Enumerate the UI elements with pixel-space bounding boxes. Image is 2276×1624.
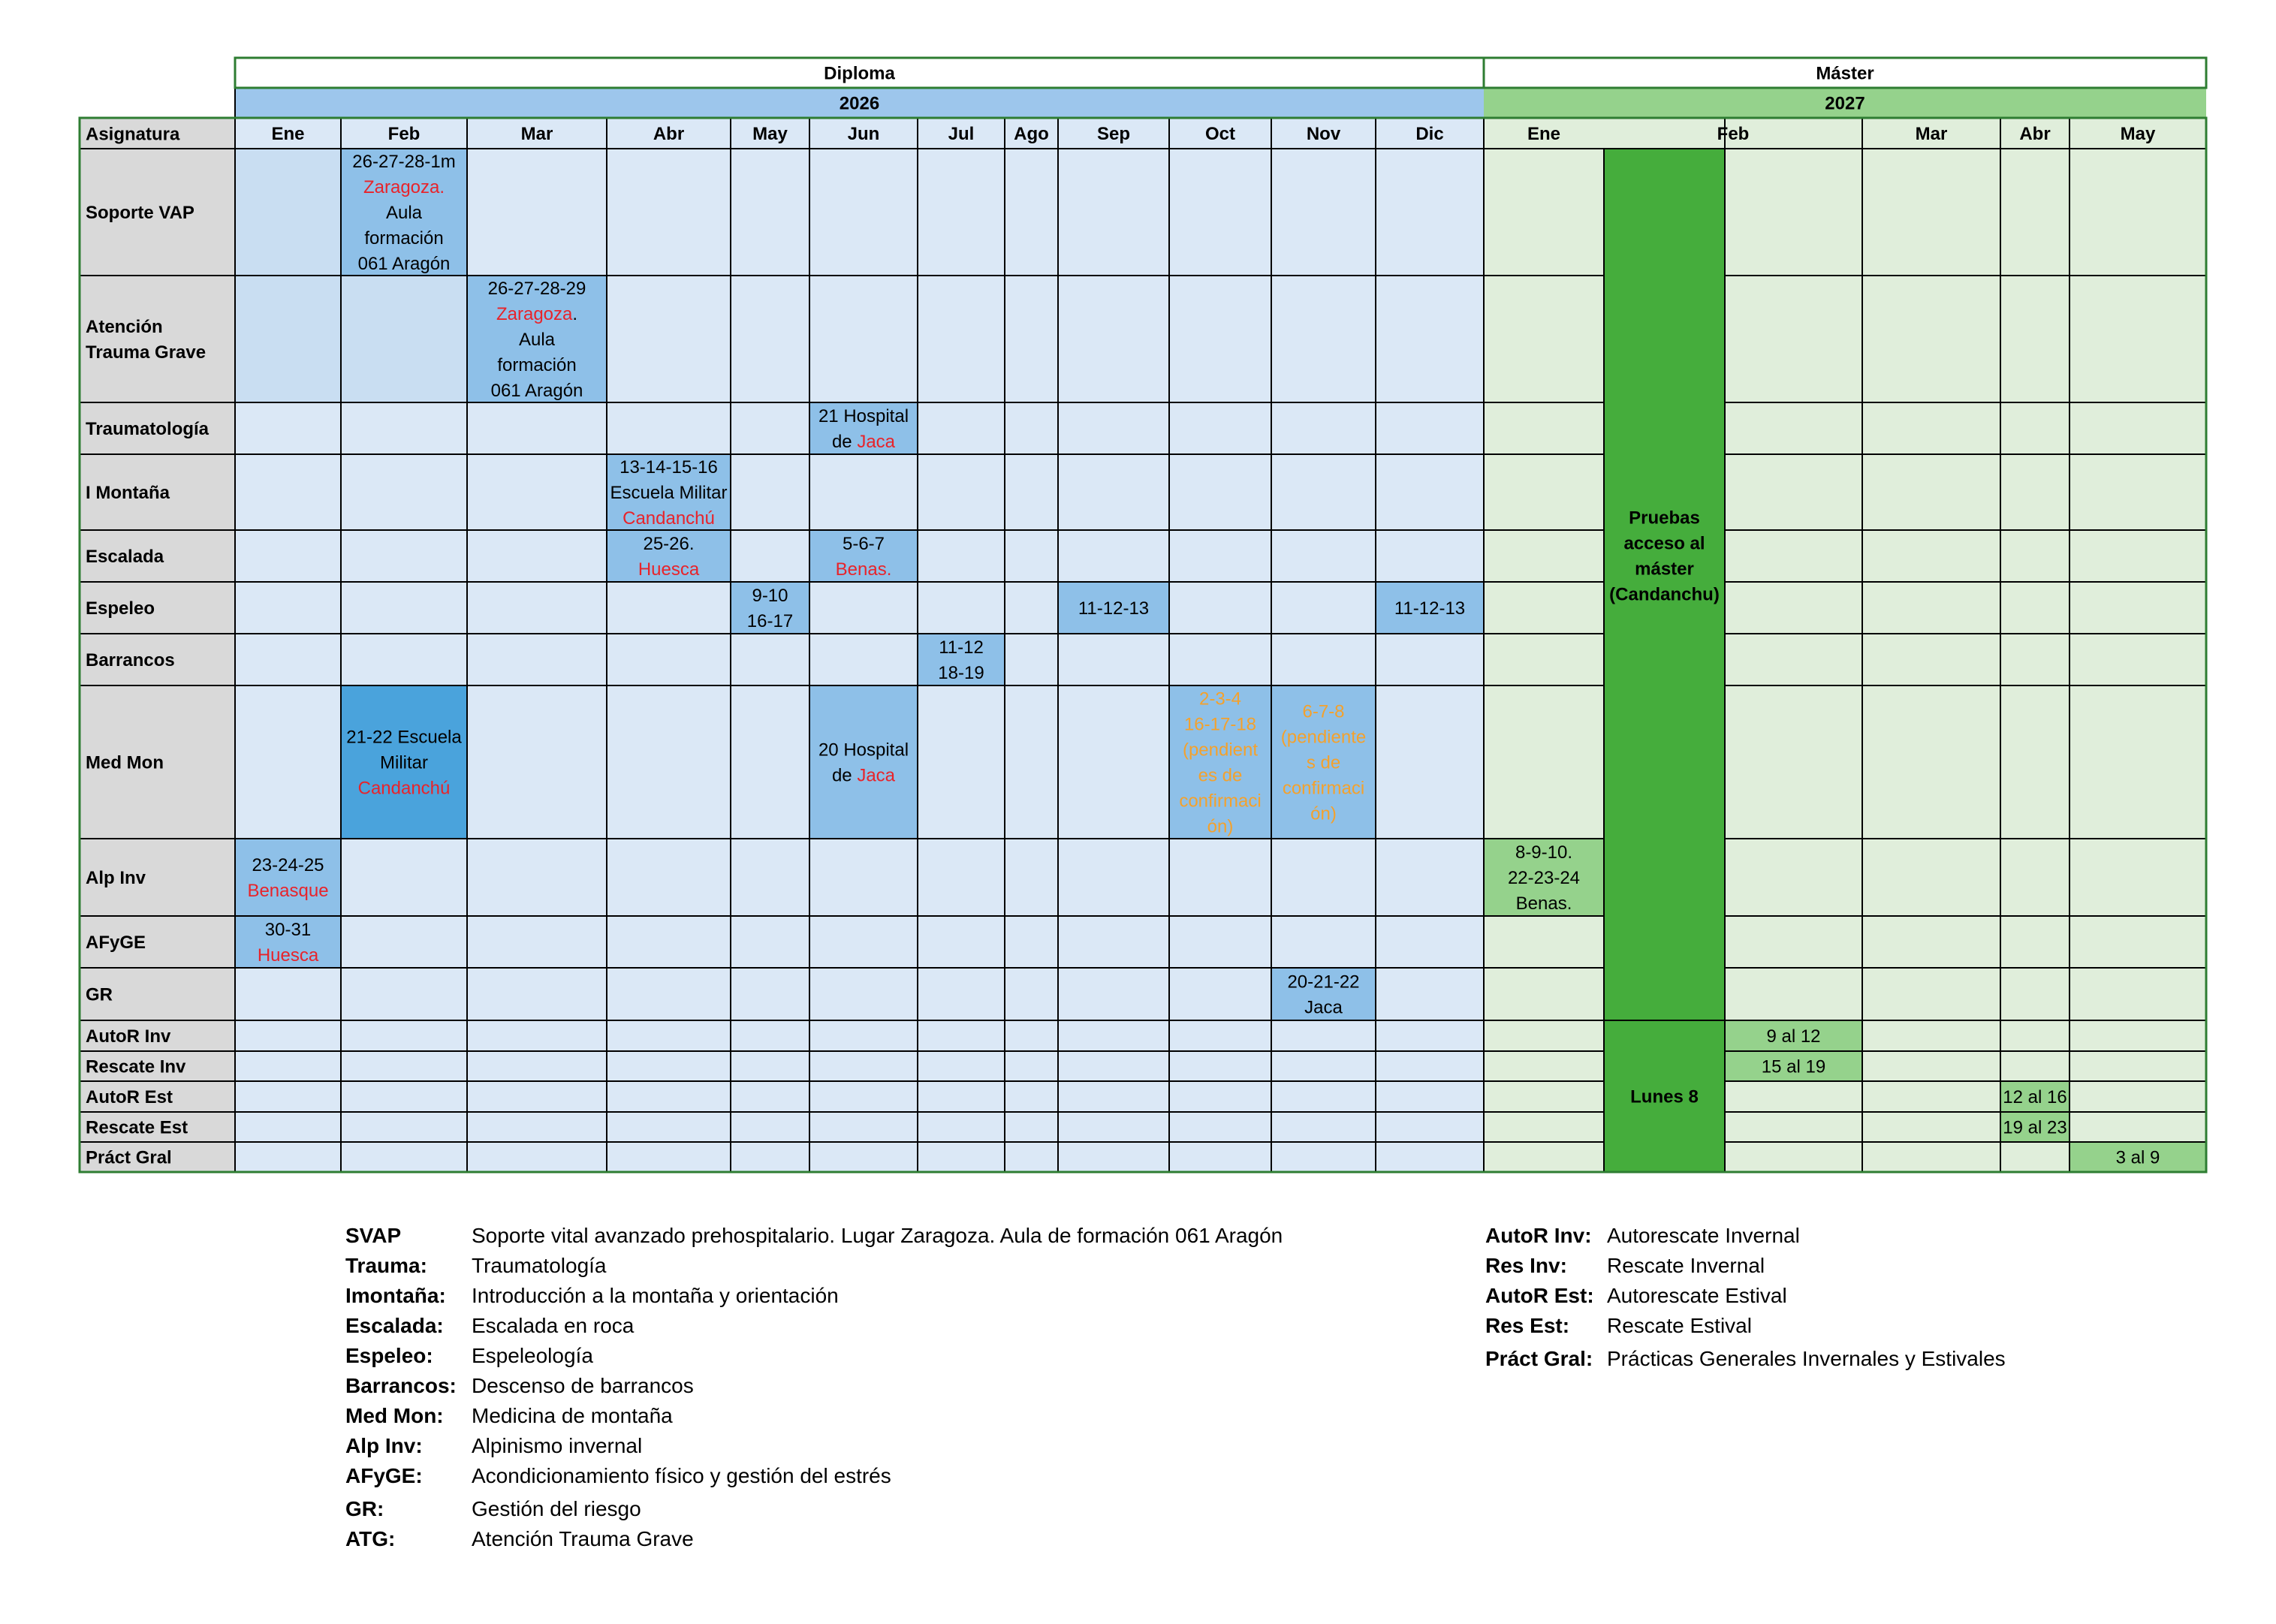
diploma-cell	[1005, 149, 1058, 276]
diploma-cell	[467, 582, 607, 634]
month-2026-mar: Mar	[520, 124, 553, 145]
subject-header: Asignatura	[86, 124, 180, 145]
legend-description: Medicina de montaña	[472, 1404, 673, 1427]
diploma-cell	[1005, 1142, 1058, 1172]
diploma-cell	[731, 530, 809, 582]
legend-description: Autorescate Invernal	[1607, 1224, 1800, 1247]
diploma-cell	[1271, 916, 1376, 968]
diploma-cell	[467, 1112, 607, 1142]
subject-label: Escalada	[86, 547, 164, 568]
diploma-cell	[607, 685, 731, 839]
month-2026-abr: Abr	[653, 124, 685, 145]
master-header: Máster	[1816, 63, 1874, 84]
diploma-cell	[1058, 402, 1169, 454]
month-2026-jul: Jul	[948, 124, 975, 145]
diploma-cell	[1376, 454, 1484, 530]
diploma-cell	[1169, 149, 1271, 276]
diploma-cell	[341, 1081, 467, 1112]
legend-description: Introducción a la montaña y orientación	[472, 1284, 839, 1307]
diploma-cell	[731, 1112, 809, 1142]
event-text: 2-3-4 16-17-18 (pendient es de confirmaci ón)	[1179, 688, 1262, 837]
diploma-cell	[809, 634, 918, 685]
diploma-cell	[1005, 968, 1058, 1020]
legend-abbr: AutoR Est:	[1485, 1284, 1594, 1307]
diploma-cell	[467, 685, 607, 839]
diploma-cell	[918, 1051, 1005, 1081]
event-text: 9 al 12	[1766, 1026, 1821, 1047]
diploma-header: Diploma	[824, 63, 895, 84]
month-2026-feb: Feb	[387, 124, 421, 145]
diploma-cell	[341, 1112, 467, 1142]
diploma-cell	[341, 1051, 467, 1081]
legend-abbr: Espeleo:	[345, 1344, 433, 1367]
event-text: 8-9-10. 22-23-24 Benas.	[1507, 842, 1581, 914]
legend-abbr: SVAP	[345, 1224, 402, 1247]
event-cell	[235, 839, 341, 916]
diploma-cell	[467, 1020, 607, 1051]
legend-abbr: Práct Gral:	[1485, 1347, 1593, 1370]
diploma-cell	[341, 916, 467, 968]
legend-abbr: Imontaña:	[345, 1284, 446, 1307]
diploma-cell	[1005, 402, 1058, 454]
diploma-cell	[607, 968, 731, 1020]
master-access-label: Pruebas acceso al máster (Candanchu)	[1609, 508, 1720, 605]
diploma-cell	[809, 454, 918, 530]
legend-description: Alpinismo invernal	[472, 1434, 643, 1457]
event-text: 11-12-13	[1394, 598, 1466, 619]
subject-label: Atención Trauma Grave	[86, 317, 206, 363]
legend-description: Autorescate Estival	[1607, 1284, 1787, 1307]
diploma-cell	[1169, 634, 1271, 685]
diploma-cell	[341, 968, 467, 1020]
diploma-cell	[467, 454, 607, 530]
diploma-cell	[1005, 1081, 1058, 1112]
diploma-cell	[1058, 839, 1169, 916]
diploma-cell	[1376, 916, 1484, 968]
event-text: 11-12-13	[1078, 598, 1150, 619]
diploma-cell	[1058, 634, 1169, 685]
diploma-cell	[1058, 1020, 1169, 1051]
diploma-cell	[809, 916, 918, 968]
subject-label: Espeleo	[86, 598, 155, 619]
diploma-cell	[1376, 968, 1484, 1020]
legend-abbr: Alp Inv:	[345, 1434, 423, 1457]
diploma-cell	[1271, 1112, 1376, 1142]
diploma-cell	[1058, 1112, 1169, 1142]
diploma-cell	[809, 276, 918, 402]
diploma-cell	[1376, 1142, 1484, 1172]
diploma-cell	[1058, 968, 1169, 1020]
diploma-cell	[731, 276, 809, 402]
diploma-cell	[341, 1020, 467, 1051]
diploma-cell	[1376, 530, 1484, 582]
diploma-cell	[1169, 1081, 1271, 1112]
diploma-cell	[1169, 1112, 1271, 1142]
diploma-cell	[467, 149, 607, 276]
diploma-cell	[1169, 530, 1271, 582]
year-2026-label: 2026	[839, 93, 880, 114]
event-text: 20 Hospital de Jaca	[818, 740, 909, 786]
diploma-cell	[1271, 276, 1376, 402]
program-header-row	[235, 58, 2206, 88]
diploma-cell	[731, 402, 809, 454]
diploma-cell	[235, 1081, 341, 1112]
legend-description: Espeleología	[472, 1344, 593, 1367]
subject-label: Traumatología	[86, 419, 210, 440]
diploma-cell	[1271, 1142, 1376, 1172]
diploma-cell	[607, 1112, 731, 1142]
master-lunes-label: Lunes 8	[1630, 1086, 1699, 1107]
diploma-cell	[467, 402, 607, 454]
diploma-cell	[607, 402, 731, 454]
diploma-cell	[467, 634, 607, 685]
diploma-cell	[1169, 582, 1271, 634]
diploma-cell	[467, 1081, 607, 1112]
event-text: 15 al 19	[1761, 1056, 1826, 1077]
diploma-cell	[1169, 916, 1271, 968]
subject-label: AFyGE	[86, 933, 146, 954]
diploma-cell	[1005, 685, 1058, 839]
diploma-cell	[731, 1081, 809, 1112]
event-text: 20-21-22 Jaca	[1287, 972, 1360, 1018]
diploma-cell	[341, 454, 467, 530]
diploma-cell	[1376, 685, 1484, 839]
diploma-cell	[1005, 276, 1058, 402]
diploma-cell	[235, 530, 341, 582]
diploma-cell	[235, 454, 341, 530]
event-text: 26-27-28-29 Zaragoza. Aula formación 061 Aragón	[487, 279, 586, 402]
diploma-cell	[1376, 839, 1484, 916]
diploma-cell	[1058, 1081, 1169, 1112]
event-text: 6-7-8 (pendiente s de confirmaci ón)	[1280, 701, 1367, 824]
diploma-cell	[607, 1051, 731, 1081]
diploma-cell	[1169, 454, 1271, 530]
diploma-cell	[731, 685, 809, 839]
diploma-cell	[731, 1051, 809, 1081]
diploma-cell	[607, 839, 731, 916]
diploma-cell	[341, 402, 467, 454]
diploma-cell	[341, 634, 467, 685]
event-text: 30-31 Huesca	[257, 920, 319, 966]
diploma-cell	[731, 968, 809, 1020]
diploma-cell	[341, 839, 467, 916]
diploma-cell	[731, 1142, 809, 1172]
diploma-cell	[1271, 1081, 1376, 1112]
diploma-cell	[1376, 1051, 1484, 1081]
legend-description: Gestión del riesgo	[472, 1497, 641, 1520]
diploma-cell	[809, 1020, 918, 1051]
subject-label: GR	[86, 984, 113, 1005]
diploma-cell	[1005, 454, 1058, 530]
diploma-cell	[1169, 839, 1271, 916]
diploma-cell	[918, 582, 1005, 634]
month-2026-may: May	[752, 124, 788, 145]
diploma-cell	[235, 582, 341, 634]
diploma-cell	[1058, 149, 1169, 276]
subject-label: Alp Inv	[86, 868, 146, 889]
diploma-cell	[467, 530, 607, 582]
diploma-cell	[809, 149, 918, 276]
month-2027-may: May	[2120, 124, 2156, 145]
legend-abbr: Res Inv:	[1485, 1254, 1567, 1277]
month-2026-oct: Oct	[1204, 124, 1236, 145]
diploma-cell	[1005, 839, 1058, 916]
diploma-cell	[607, 916, 731, 968]
diploma-cell	[918, 685, 1005, 839]
diploma-cell	[1376, 1020, 1484, 1051]
diploma-cell	[918, 1112, 1005, 1142]
diploma-cell	[607, 1142, 731, 1172]
diploma-cell	[731, 1020, 809, 1051]
diploma-cell	[1271, 1020, 1376, 1051]
legend-abbr: Trauma:	[345, 1254, 427, 1277]
month-2026-jun: Jun	[847, 124, 880, 145]
diploma-cell	[235, 1020, 341, 1051]
diploma-cell	[1169, 968, 1271, 1020]
master-area	[1484, 149, 2206, 1172]
diploma-cell	[809, 968, 918, 1020]
diploma-cell	[1169, 402, 1271, 454]
legend-abbr: Barrancos:	[345, 1374, 457, 1397]
diploma-cell	[235, 276, 341, 402]
diploma-cell	[1271, 582, 1376, 634]
diploma-cell	[809, 1142, 918, 1172]
legend-abbr: Med Mon:	[345, 1404, 444, 1427]
diploma-cell	[467, 839, 607, 916]
diploma-cell	[809, 839, 918, 916]
months-2027-row	[1484, 118, 2206, 149]
diploma-cell	[1376, 1081, 1484, 1112]
diploma-cell	[1169, 1051, 1271, 1081]
diploma-cell	[1058, 685, 1169, 839]
month-2026-dic: Dic	[1415, 124, 1444, 145]
event-text: 11-12 18-19	[938, 637, 984, 684]
diploma-cell	[607, 1020, 731, 1051]
diploma-cell	[1005, 916, 1058, 968]
diploma-cell	[1271, 149, 1376, 276]
event-text: 5-6-7 Benas.	[835, 534, 892, 580]
diploma-cell	[918, 1142, 1005, 1172]
diploma-cell	[467, 968, 607, 1020]
diploma-cell	[1005, 634, 1058, 685]
diploma-cell	[1005, 582, 1058, 634]
diploma-cell	[1271, 634, 1376, 685]
diploma-cell	[235, 685, 341, 839]
subject-label: AutoR Est	[86, 1087, 173, 1108]
diploma-cell	[235, 1051, 341, 1081]
legend-abbr: Escalada:	[345, 1314, 444, 1337]
diploma-cell	[918, 149, 1005, 276]
diploma-cell	[1058, 1051, 1169, 1081]
legend-description: Prácticas Generales Invernales y Estivales	[1607, 1347, 2006, 1370]
diploma-cell	[607, 276, 731, 402]
diploma-cell	[607, 1081, 731, 1112]
diploma-cell	[731, 916, 809, 968]
diploma-cell	[1376, 149, 1484, 276]
diploma-cell	[1376, 402, 1484, 454]
subject-label: Med Mon	[86, 752, 164, 773]
diploma-cell	[341, 1142, 467, 1172]
diploma-cell	[1005, 1112, 1058, 1142]
legend-abbr: Res Est:	[1485, 1314, 1570, 1337]
diploma-cell	[467, 1142, 607, 1172]
legend-description: Soporte vital avanzado prehospitalario. Lugar Zaragoza. Aula de formación 061 Aragón	[472, 1224, 1283, 1247]
subject-label: I Montaña	[86, 483, 170, 504]
year-2027-label: 2027	[1825, 93, 1865, 114]
event-text: 23-24-25 Benasque	[247, 855, 329, 902]
legend-description: Descenso de barrancos	[472, 1374, 694, 1397]
diploma-cell	[918, 402, 1005, 454]
diploma-cell	[1376, 276, 1484, 402]
diploma-cell	[809, 1112, 918, 1142]
legend-description: Rescate Estival	[1607, 1314, 1752, 1337]
diploma-cell	[1169, 276, 1271, 402]
diploma-cell	[918, 968, 1005, 1020]
month-2026-ago: Ago	[1014, 124, 1049, 145]
subject-label: Rescate Inv	[86, 1056, 186, 1077]
diploma-cell	[607, 149, 731, 276]
legend-description: Escalada en roca	[472, 1314, 635, 1337]
subject-label: AutoR Inv	[86, 1026, 171, 1047]
event-text: 3 al 9	[2115, 1147, 2160, 1168]
legend	[0, 1224, 2276, 1614]
diploma-cell	[809, 1051, 918, 1081]
diploma-cell	[1271, 1051, 1376, 1081]
diploma-cell	[809, 1081, 918, 1112]
month-2027-feb: Feb	[1717, 124, 1750, 145]
diploma-cell	[1005, 1020, 1058, 1051]
legend-description: Acondicionamiento físico y gestión del estrés	[472, 1464, 891, 1487]
diploma-cell	[235, 402, 341, 454]
diploma-cell	[1058, 276, 1169, 402]
diploma-cell	[1058, 530, 1169, 582]
diploma-cell	[341, 276, 467, 402]
legend-abbr: AFyGE:	[345, 1464, 423, 1487]
legend-abbr: GR:	[345, 1497, 384, 1520]
diploma-cell	[235, 634, 341, 685]
month-2027-ene: Ene	[1527, 124, 1561, 145]
month-2027-mar: Mar	[1915, 124, 1948, 145]
diploma-cell	[467, 916, 607, 968]
diploma-cell	[918, 839, 1005, 916]
event-text: 12 al 16	[2003, 1087, 2067, 1108]
diploma-cell	[731, 634, 809, 685]
legend-description: Traumatología	[472, 1254, 607, 1277]
subject-label: Barrancos	[86, 650, 175, 671]
diploma-cell	[918, 276, 1005, 402]
diploma-cell	[1058, 916, 1169, 968]
event-text: 21 Hospital de Jaca	[818, 406, 909, 453]
diploma-cell	[731, 454, 809, 530]
event-text: 13-14-15-16 Escuela Militar Candanchú	[610, 457, 728, 529]
diploma-cell	[1271, 839, 1376, 916]
diploma-cell	[918, 1020, 1005, 1051]
legend-abbr: AutoR Inv:	[1485, 1224, 1592, 1247]
diploma-cell	[235, 149, 341, 276]
event-text: 19 al 23	[2003, 1117, 2067, 1138]
diploma-cell	[341, 582, 467, 634]
subject-label: Rescate Est	[86, 1117, 188, 1138]
diploma-cell	[1005, 530, 1058, 582]
event-text: 9-10 16-17	[746, 586, 794, 632]
month-2026-ene: Ene	[271, 124, 305, 145]
month-2026-sep: Sep	[1096, 124, 1131, 145]
diploma-cell	[1058, 1142, 1169, 1172]
diploma-cell	[1376, 634, 1484, 685]
diploma-cell	[731, 839, 809, 916]
diploma-cell	[1169, 1020, 1271, 1051]
event-text: 21-22 Escuela Militar Candanchú	[346, 727, 462, 799]
subject-label: Soporte VAP	[86, 203, 194, 224]
diploma-cell	[731, 149, 809, 276]
diploma-cell	[809, 582, 918, 634]
event-text: 26-27-28-1m Zaragoza. Aula formación 061 Aragón	[352, 152, 456, 275]
diploma-cell	[235, 968, 341, 1020]
diploma-cell	[467, 1051, 607, 1081]
diploma-cell	[918, 530, 1005, 582]
diploma-cell	[341, 530, 467, 582]
diploma-cell	[918, 916, 1005, 968]
month-2027-abr: Abr	[2019, 124, 2051, 145]
diploma-cell	[607, 634, 731, 685]
legend-description: Rescate Invernal	[1607, 1254, 1765, 1277]
legend-description: Atención Trauma Grave	[472, 1527, 694, 1550]
diploma-cell	[235, 1142, 341, 1172]
legend-abbr: ATG:	[345, 1527, 396, 1550]
diploma-cell	[1005, 1051, 1058, 1081]
diploma-cell	[1058, 454, 1169, 530]
diploma-cell	[235, 1112, 341, 1142]
diploma-cell	[918, 454, 1005, 530]
diploma-cell	[1271, 454, 1376, 530]
month-2026-nov: Nov	[1306, 124, 1341, 145]
subject-label: Práct Gral	[86, 1147, 172, 1168]
event-cell	[809, 685, 918, 839]
diploma-cell	[1376, 1112, 1484, 1142]
diploma-cell	[1271, 402, 1376, 454]
diploma-cell	[607, 582, 731, 634]
diploma-cell	[918, 1081, 1005, 1112]
diploma-cell	[1169, 1142, 1271, 1172]
diploma-cell	[1271, 530, 1376, 582]
event-text: 25-26. Huesca	[638, 534, 700, 580]
